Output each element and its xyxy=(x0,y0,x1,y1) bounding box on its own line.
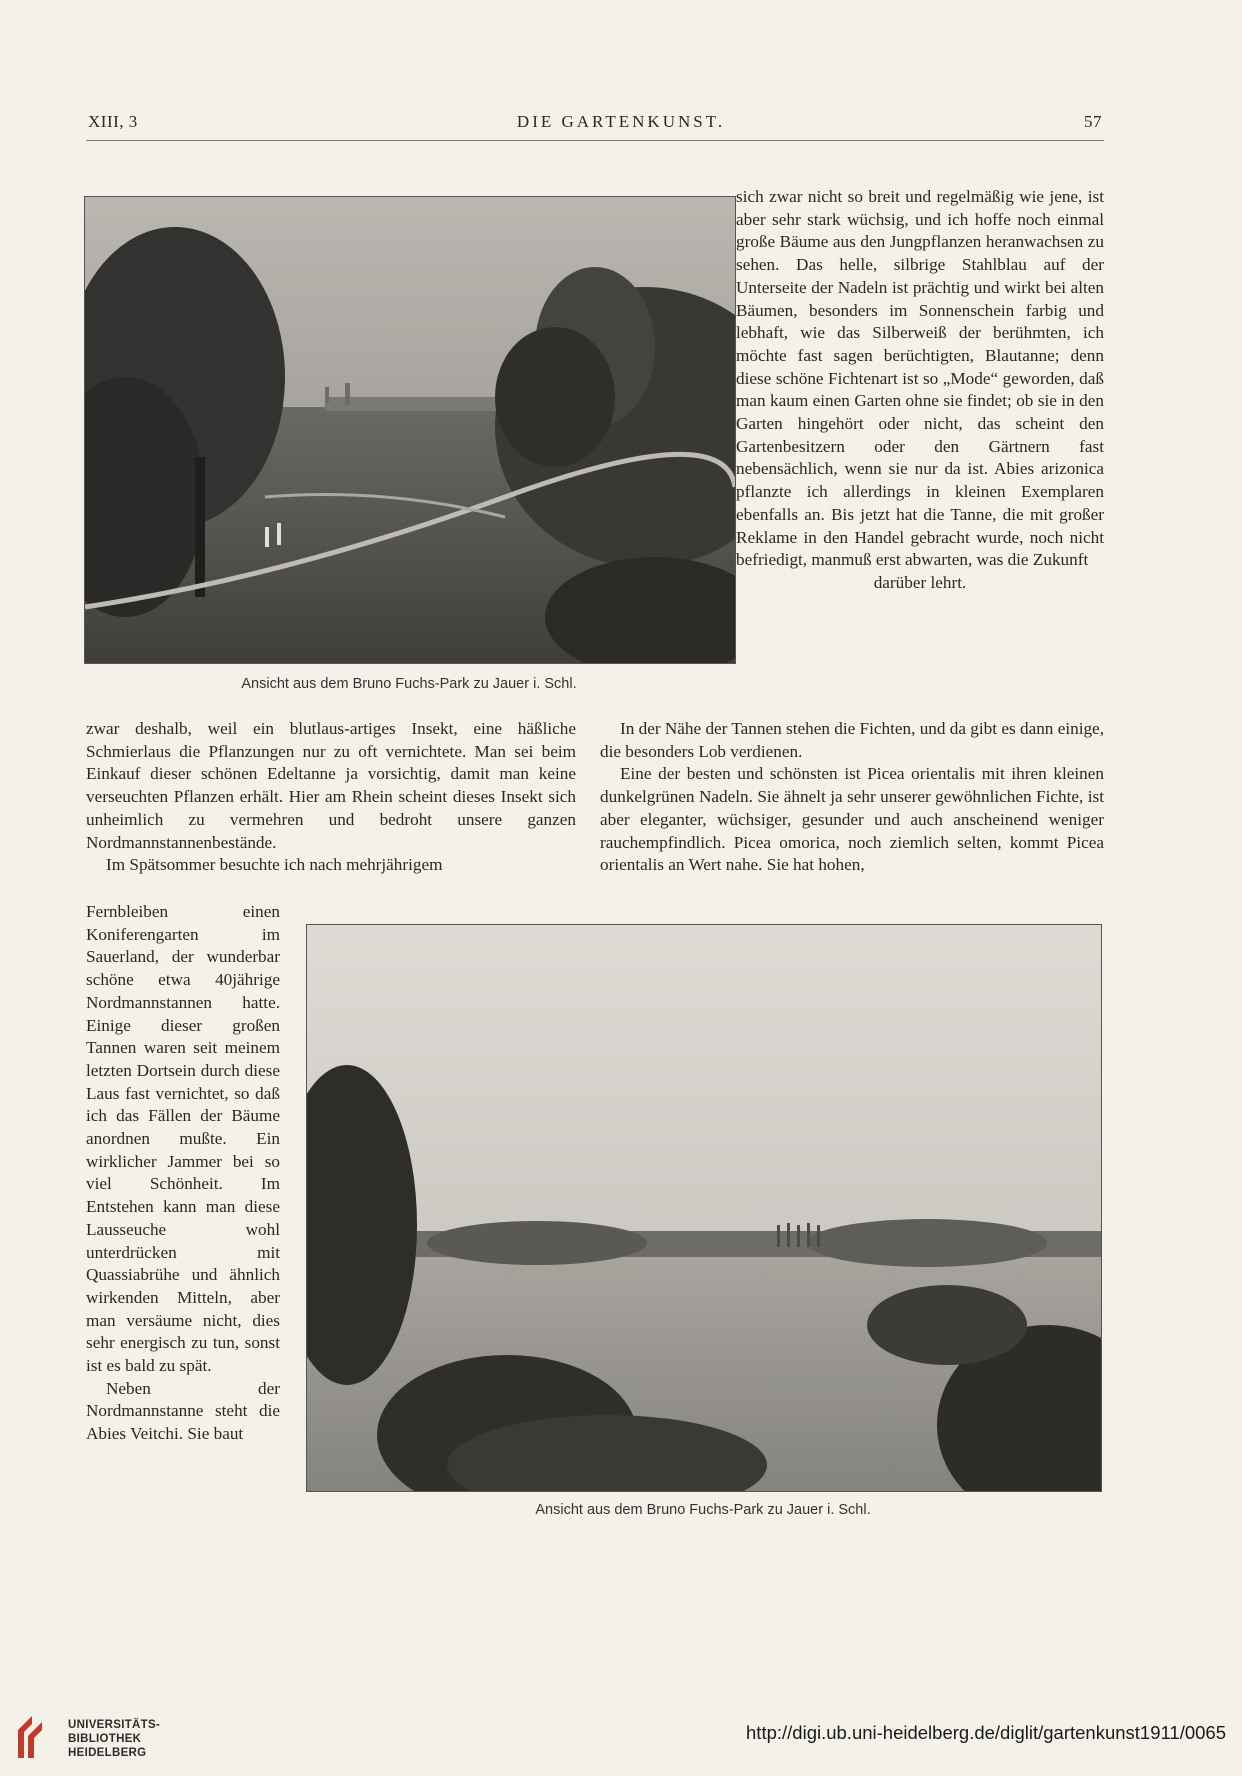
header-rule xyxy=(86,140,1104,141)
library-line-2: BIBLIOTHEK xyxy=(68,1733,142,1745)
paragraph-abies-veitchi-continued: sich zwar nicht so breit und regelmäßig wie jene, ist aber sehr stark wüchsig, und ich hoffe noch einmal große Bäume aus den Jungpflanzen heranwachsen zu sehen. Das helle, silbrige Stahlblau auf der Unterseite der Nadeln ist prächtig und wirkt bei alten Bäumen, besonders im Sonnenschein farbig und lebhaft, wie das Silberweiß der berühmten, ich möchte fast sagen berüchtigten, Blautanne; denn diese schöne Fichtenart ist so „Mode“ geworden, daß man kaum einen Garten ohne sie findet; ob sie in den Garten hingehört oder nicht, das scheint den Gartenbesitzern oder den Gärtnern fast nebensächlich, wenn sie nur da ist. Abies arizonica pflanzte ich allerdings in kleinen Exemplaren ebenfalls an. Bis jetzt hat die Tanne, die mit großer Reklame in den Handel gebracht wurde, noch nicht befriedigt, manmuß erst abwarten, was die Zukunft xyxy=(736,187,1104,570)
running-head-title: DIE GARTENKUNST. xyxy=(516,112,726,131)
paragraph-fichten: In der Nähe der Tannen stehen die Fichten, und da gibt es dann einige, die besonders Lob verdienen. xyxy=(600,719,1104,761)
park-landscape-image-2 xyxy=(307,925,1101,1491)
page-number: 57 xyxy=(1084,112,1102,131)
university-library-logo-icon xyxy=(16,1712,46,1760)
running-head-volume: XIII, 3 xyxy=(88,112,138,131)
library-line-3: HEIDELBERG xyxy=(68,1747,147,1759)
figure-2-caption: Ansicht aus dem Bruno Fuchs-Park zu Jauer i. Schl. xyxy=(535,1502,871,1518)
paragraph-spaetsommer-start: Im Spätsommer besuchte ich nach mehrjährigem xyxy=(106,855,443,875)
university-library-name xyxy=(68,1718,160,1760)
library-line-1: UNIVERSITÄTS- xyxy=(68,1719,161,1731)
paragraph-koniferengarten: Fernbleiben einen Koniferengarten im Sauerland, der wunderbar schöne etwa 40jährige Nordmannstannen hatte. Einige dieser großen Tannen waren seit meinem letzten Dortsein durch diese Laus fast vernichtet, so daß ich das Fällen der Bäume anordnen mußte. Ein wirklicher Jammer bei so viel Schönheit. Im Entstehen kann man diese Lausseuche wohl unterdrücken mit Quassiabrühe und ähnlich wirkenden Mitteln, aber man versäume nicht, dies sehr energisch zu tun, sonst ist es bald zu spät. xyxy=(86,902,280,1376)
left-column-middle-text xyxy=(86,718,576,877)
right-column-top-text xyxy=(736,186,1104,595)
figure-1-caption: Ansicht aus dem Bruno Fuchs-Park zu Jauer i. Schl. xyxy=(241,676,577,692)
paragraph-schmierlaus: zwar deshalb, weil ein blutlaus-artiges Insekt, eine häßliche Schmierlaus die Pflanzungen nur zu oft vernichtete. Man sei beim Einkauf dieser schönen Edeltanne ja vorsichtig, damit man keine verseuchten Pflanzen erhält. Hier am Rhein scheint dieses Insekt sich unheimlich zu vermehren und bedroht unsere ganzen Nordmannstannenbestände. xyxy=(86,719,576,852)
left-narrow-column-text xyxy=(86,901,280,1446)
figure-park-view-2 xyxy=(306,924,1102,1492)
figure-park-view-1 xyxy=(84,196,736,664)
source-url-link[interactable]: http://digi.ub.uni-heidelberg.de/diglit/gartenkunst1911/0065 xyxy=(746,1722,1226,1743)
paragraph-nordmannstanne: Neben der Nordmannstanne steht die Abies Veitchi. Sie baut xyxy=(86,1378,280,1444)
right-column-middle-text xyxy=(600,718,1104,877)
park-landscape-image-1 xyxy=(85,197,735,663)
paragraph-abies-veitchi-end: darüber lehrt. xyxy=(873,572,967,592)
paragraph-picea-orientalis: Eine der besten und schönsten ist Picea orientalis mit ihren kleinen dunkelgrünen Nadeln. Sie ähnelt ja sehr unserer gewöhnlichen Fichte, ist aber eleganter, wüchsiger, gesunder und auch anscheinend weniger rauchempfindlich. Picea omorica, noch ziemlich selten, kommt Picea orientalis an Wert nahe. Sie hat hohen, xyxy=(600,764,1104,875)
